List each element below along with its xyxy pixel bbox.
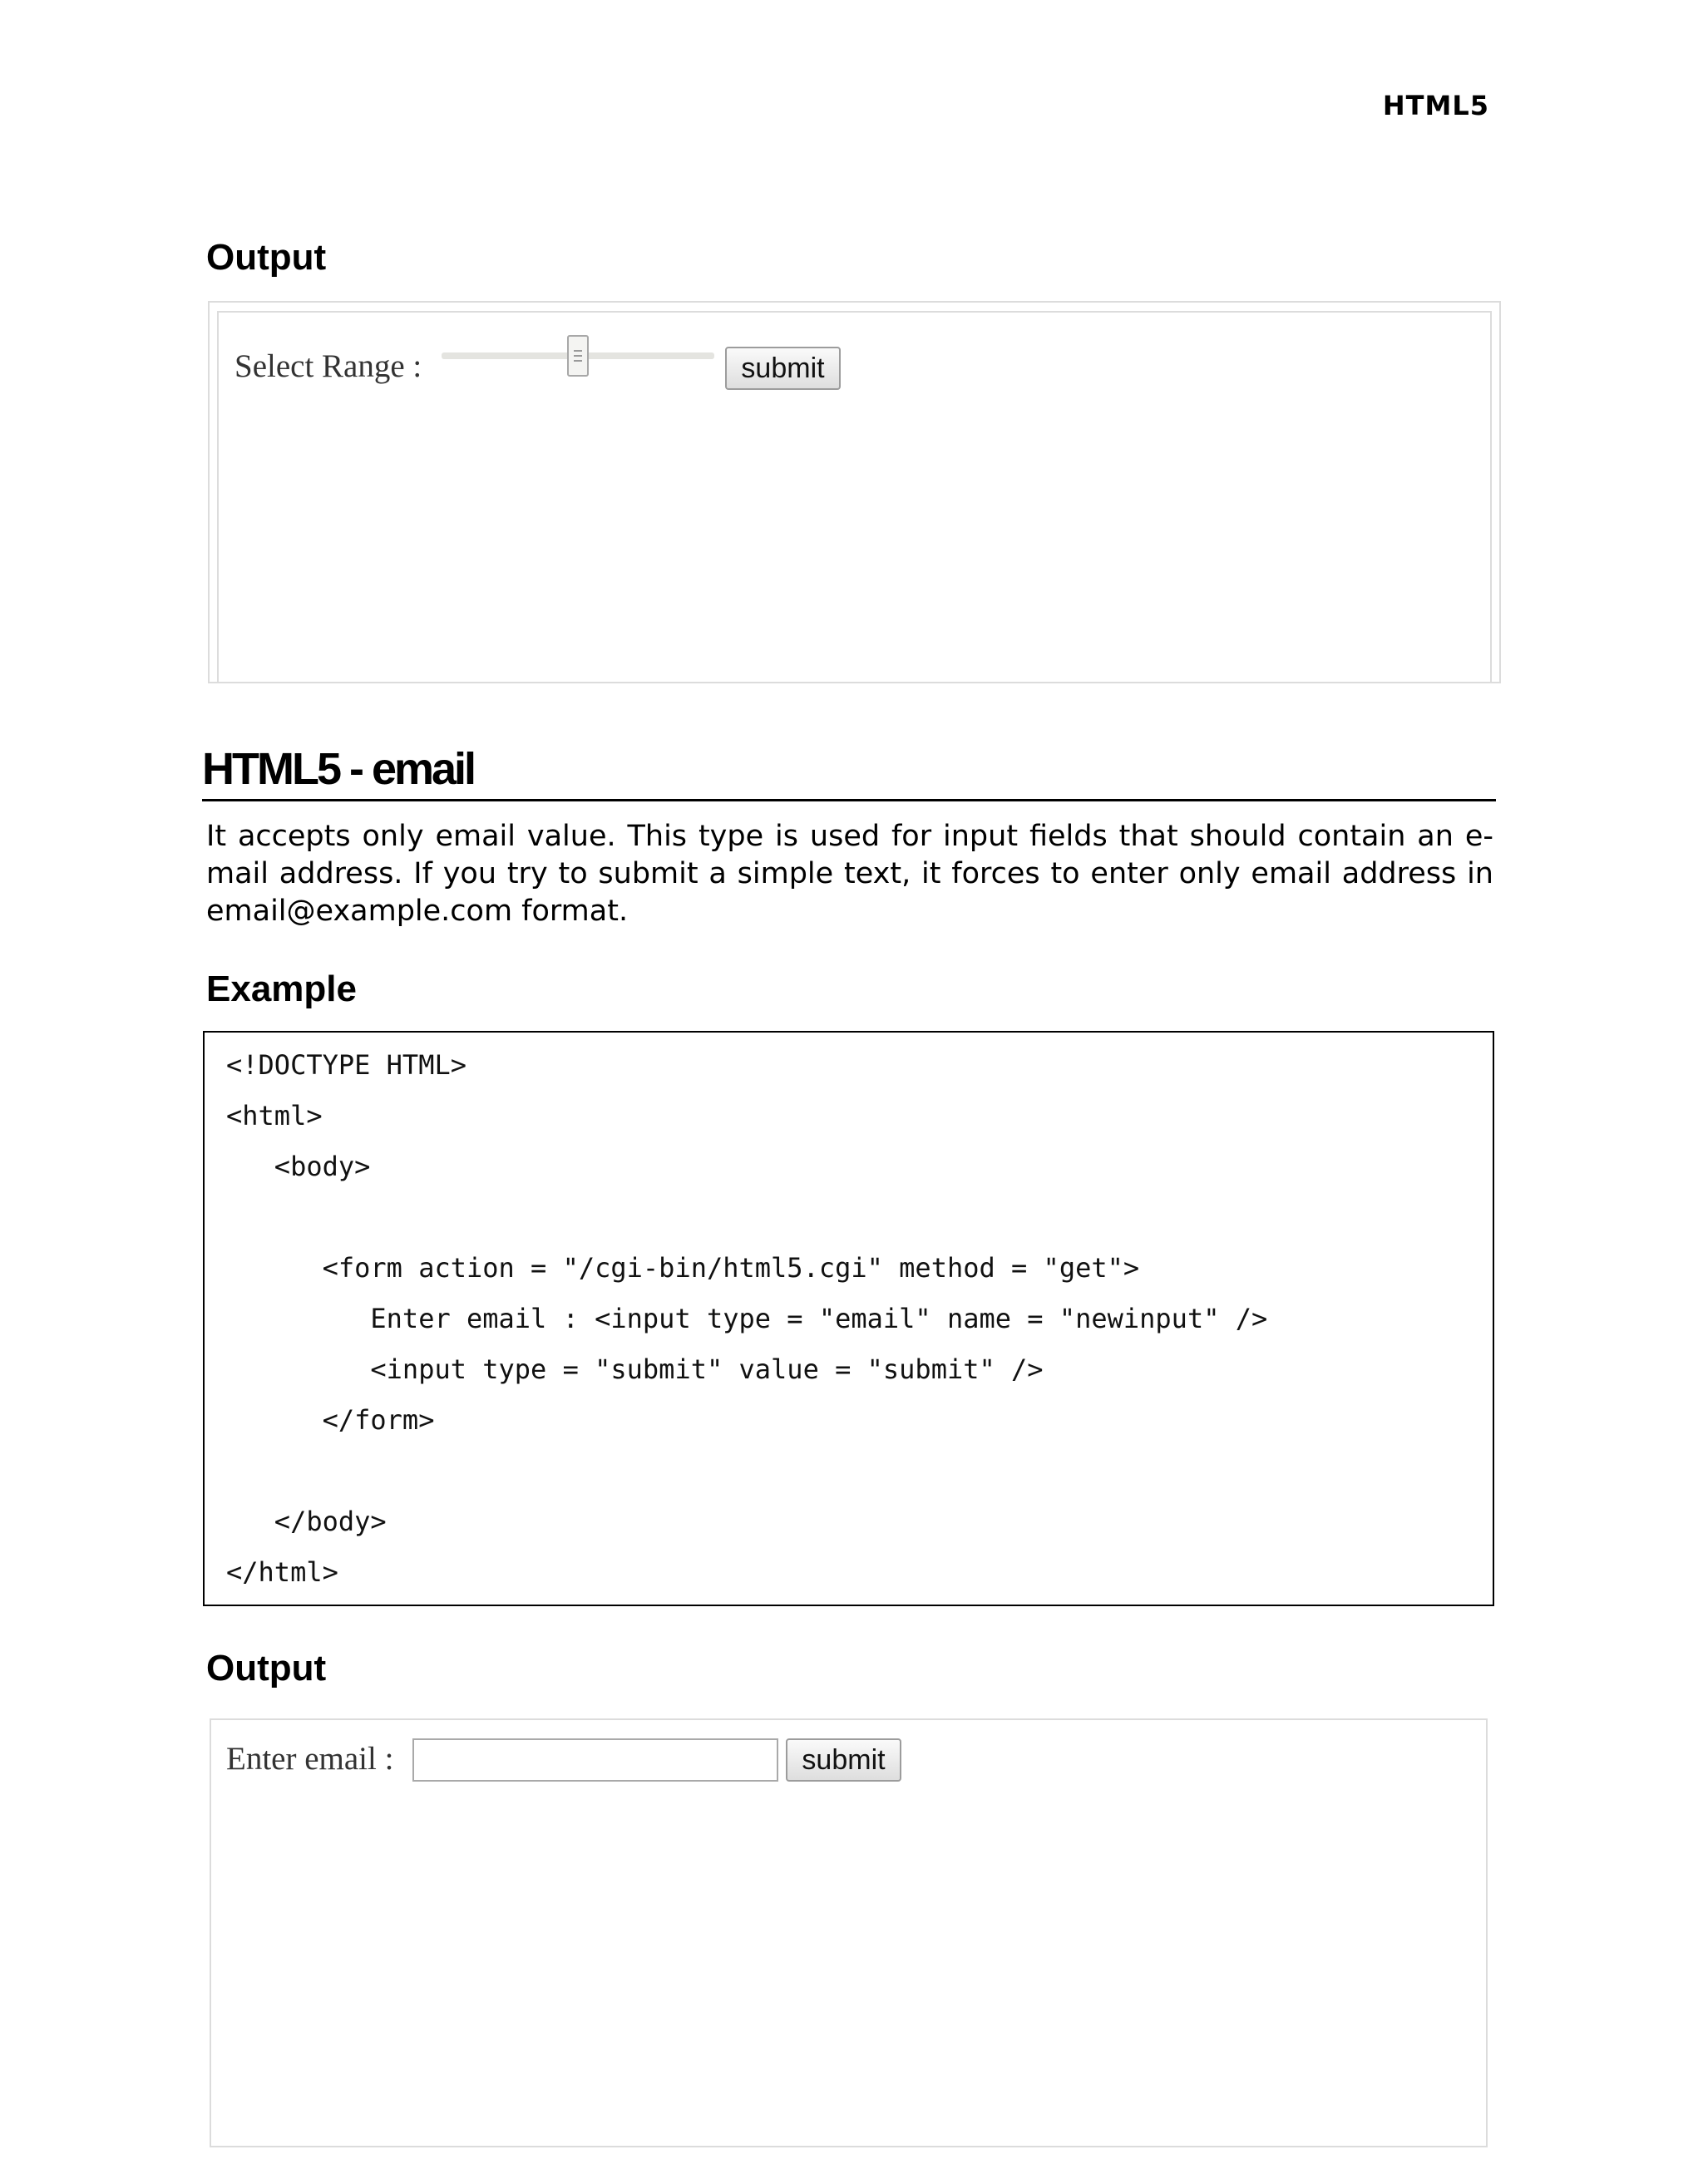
intro-paragraph: It accepts only email value. This type is used for input fields that should contain an e-mail address. If you try to submit a simple text, it forces to enter only email address in email@example.com format.: [206, 820, 1493, 928]
code-line: Enter email : <input type = "email" name = "newinput" />: [226, 1303, 1268, 1334]
email-submit-button[interactable]: submit: [786, 1738, 901, 1782]
example-heading: Example: [206, 969, 357, 1009]
thumb-grip-line: [574, 355, 582, 357]
code-line: <input type = "submit" value = "submit" />: [226, 1353, 1044, 1385]
code-line: </form>: [226, 1404, 435, 1436]
range-submit-button[interactable]: submit: [725, 347, 841, 390]
thumb-grip-line: [574, 360, 582, 362]
code-line: </body>: [226, 1506, 387, 1537]
output-heading-2: Output: [206, 1648, 327, 1689]
range-slider-thumb[interactable]: [567, 335, 589, 377]
email-input[interactable]: [412, 1738, 778, 1782]
select-range-label: Select Range :: [234, 348, 422, 384]
code-line: <form action = "/cgi-bin/html5.cgi" method = "get">: [226, 1252, 1140, 1284]
output-frame-email: [210, 1718, 1488, 2147]
output-heading-1: Output: [206, 237, 327, 278]
section-title: HTML5 - email: [202, 744, 1496, 801]
code-line: <!DOCTYPE HTML>: [226, 1049, 466, 1081]
code-line: <body>: [226, 1151, 371, 1182]
code-line: </html>: [226, 1556, 338, 1588]
page-header: HTML5: [1382, 90, 1489, 121]
enter-email-label: Enter email :: [226, 1741, 394, 1777]
thumb-grip-line: [574, 350, 582, 352]
code-line: <html>: [226, 1100, 323, 1131]
